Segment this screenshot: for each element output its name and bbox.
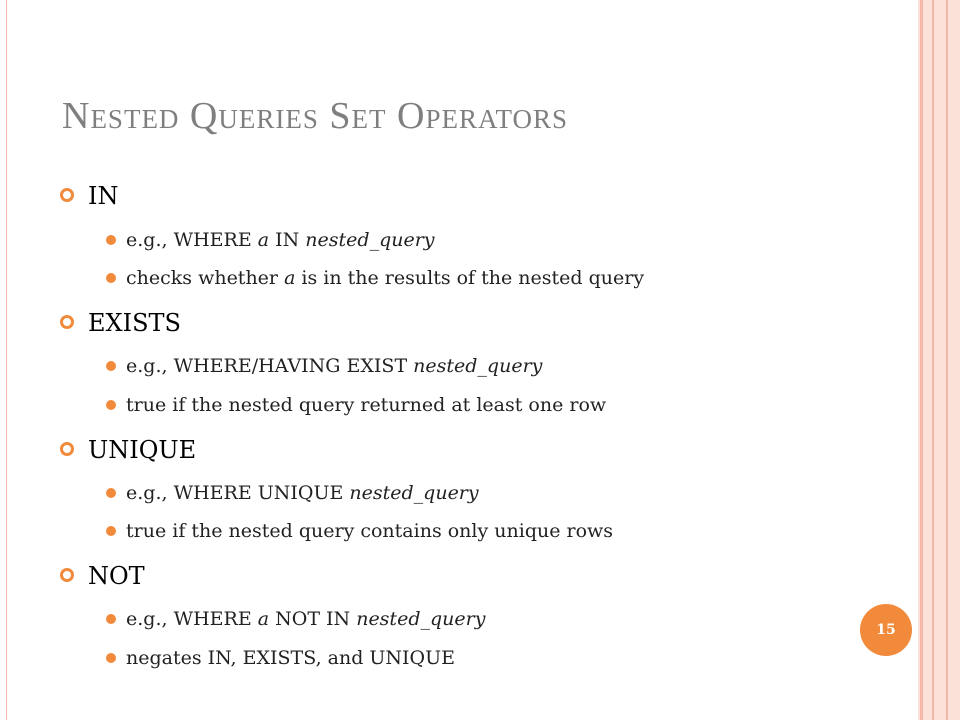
dot-bullet-icon bbox=[106, 614, 116, 624]
bullet-item bbox=[126, 519, 613, 543]
bullet-item bbox=[126, 646, 455, 670]
frame-stripe bbox=[932, 0, 934, 720]
item-text: e.g., WHERE/HAVING EXIST bbox=[126, 355, 414, 377]
page-number: 15 bbox=[876, 622, 896, 638]
section-heading bbox=[88, 309, 181, 337]
bullet-item bbox=[126, 481, 479, 505]
ring-bullet-icon bbox=[60, 568, 74, 582]
dot-bullet-icon bbox=[106, 273, 116, 283]
item-italic: nested_query bbox=[349, 482, 479, 504]
section-heading-text: UNIQUE bbox=[88, 436, 197, 464]
item-italic: a bbox=[257, 229, 270, 251]
item-italic: a bbox=[284, 267, 296, 289]
ring-bullet-icon bbox=[60, 442, 74, 456]
item-italic: nested_query bbox=[413, 355, 543, 377]
item-text: NOT IN bbox=[269, 608, 357, 630]
slide-title: Nested Queries Set Operators bbox=[62, 95, 568, 137]
frame-stripe bbox=[946, 0, 948, 720]
section-heading-text: EXISTS bbox=[88, 309, 181, 337]
item-italic: a bbox=[257, 608, 270, 630]
bullet-item bbox=[126, 228, 435, 252]
dot-bullet-icon bbox=[106, 400, 116, 410]
item-text: e.g., WHERE UNIQUE bbox=[126, 482, 350, 504]
dot-bullet-icon bbox=[106, 361, 116, 371]
item-text: is in the results of the nested query bbox=[295, 267, 645, 289]
bullet-item bbox=[126, 354, 542, 378]
ring-bullet-icon bbox=[60, 315, 74, 329]
dot-bullet-icon bbox=[106, 526, 116, 536]
dot-bullet-icon bbox=[106, 235, 116, 245]
item-text: true if the nested query contains only unique rows bbox=[126, 520, 614, 542]
item-text: checks whether bbox=[126, 267, 285, 289]
frame-stripe bbox=[920, 0, 923, 720]
item-text: e.g., WHERE bbox=[126, 229, 258, 251]
bullet-item bbox=[126, 266, 644, 290]
section-heading bbox=[88, 436, 196, 464]
dot-bullet-icon bbox=[106, 653, 116, 663]
item-text: negates IN, EXISTS, and UNIQUE bbox=[126, 647, 456, 669]
item-text: IN bbox=[269, 229, 306, 251]
ring-bullet-icon bbox=[60, 188, 74, 202]
item-italic: nested_query bbox=[305, 229, 435, 251]
bullet-item bbox=[126, 607, 485, 631]
item-text: e.g., WHERE bbox=[126, 608, 258, 630]
dot-bullet-icon bbox=[106, 488, 116, 498]
section-heading bbox=[88, 182, 118, 210]
bullet-item bbox=[126, 393, 606, 417]
section-heading-text: IN bbox=[88, 182, 119, 210]
item-text: true if the nested query returned at least one row bbox=[126, 394, 607, 416]
section-heading-text: NOT bbox=[88, 562, 145, 590]
section-heading bbox=[88, 562, 145, 590]
right-frame-border bbox=[918, 0, 960, 720]
page-number-badge bbox=[860, 604, 912, 656]
item-italic: nested_query bbox=[356, 608, 486, 630]
